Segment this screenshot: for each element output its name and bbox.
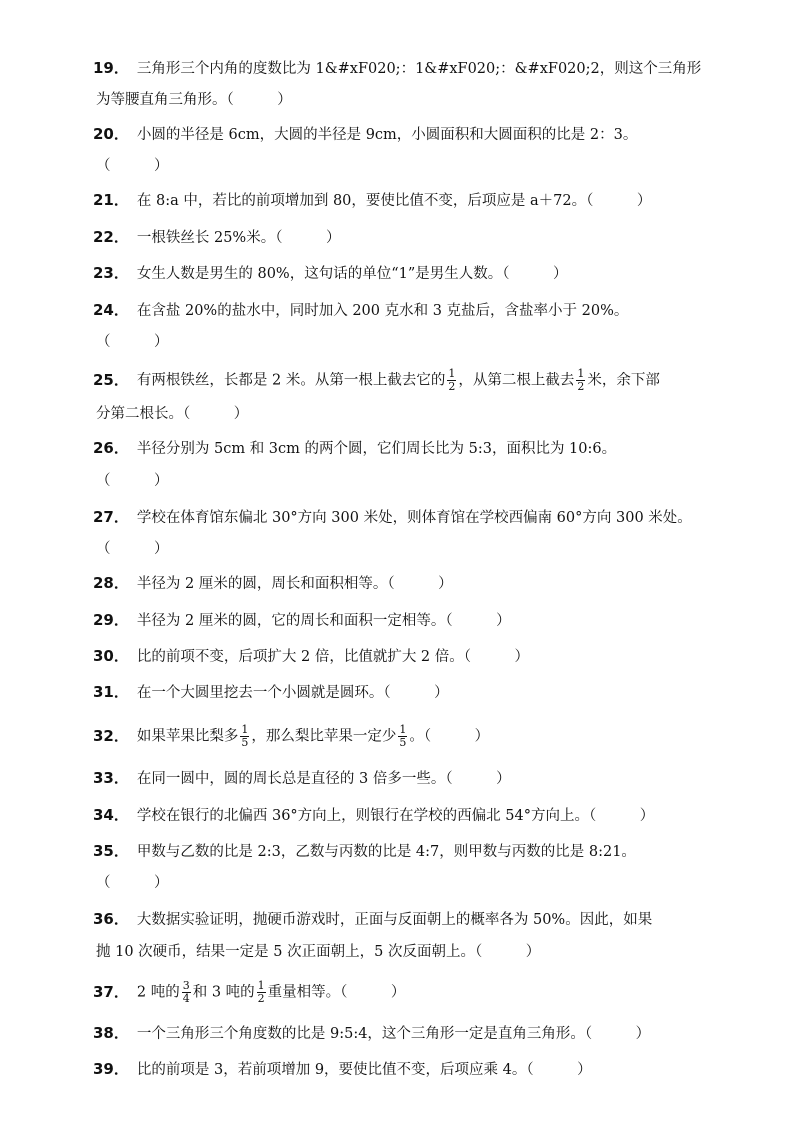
fraction-denominator: 5 xyxy=(399,736,407,749)
question-number: 21． xyxy=(93,191,129,209)
question-text: 大数据实验证明，抛硬币游戏时，正面与反面朝上的概率各为 50%。因此，如果 xyxy=(136,912,653,928)
question-text: 在一个大圆里挖去一个小圆就是圆环。（ ） xyxy=(136,685,449,701)
question-21 xyxy=(93,190,734,211)
question-text: 半径为 2 厘米的圆，周长和面积相等。（ ） xyxy=(136,576,453,592)
question-34 xyxy=(93,805,734,826)
question-text: 甲数与乙数的比是 2:3，乙数与丙数的比是 4:7，则甲数与丙数的比是 8:21。 xyxy=(136,844,636,860)
question-27-line-2 xyxy=(96,539,734,559)
fraction-numerator: 1 xyxy=(577,367,585,380)
question-24 xyxy=(93,300,734,321)
question-35 xyxy=(93,841,734,862)
question-number: 28． xyxy=(93,574,129,592)
question-22 xyxy=(93,227,734,248)
question-text: 在同一圆中，圆的周长总是直径的 3 倍多一些。（ ） xyxy=(136,771,511,787)
question-20-line-2 xyxy=(96,156,734,176)
question-text: 一个三角形三个角度数的比是 9:5:4，这个三角形一定是直角三角形。（ ） xyxy=(136,1026,651,1042)
question-number: 29． xyxy=(93,611,129,629)
fraction xyxy=(240,724,249,749)
question-23 xyxy=(93,263,734,284)
question-number: 36． xyxy=(93,910,129,928)
fraction-numerator: 1 xyxy=(399,723,407,736)
question-37 xyxy=(93,980,734,1005)
question-33 xyxy=(93,768,734,789)
question-text: ，从第二根上截去 xyxy=(458,372,575,389)
fraction xyxy=(576,368,585,393)
question-text: 分第二根长。（ ） xyxy=(96,406,249,422)
fraction-denominator: 2 xyxy=(448,380,456,393)
answer-blank: （ ） xyxy=(96,541,169,557)
answer-blank: （ ） xyxy=(96,473,169,489)
question-number: 34． xyxy=(93,806,129,824)
question-text: 三角形三个内角的度数比为 1&#xF020;：1&#xF020;：&#xF020;2，则这个三角形 xyxy=(136,61,702,77)
question-number: 27． xyxy=(93,508,129,526)
question-text: 有两根铁丝，长都是 2 米。从第一根上截去它的 xyxy=(136,372,446,389)
question-38 xyxy=(93,1023,734,1044)
question-30 xyxy=(93,646,734,667)
question-26 xyxy=(93,438,734,459)
question-number: 23． xyxy=(93,264,129,282)
question-26-line-2 xyxy=(96,471,734,491)
question-number: 26． xyxy=(93,439,129,457)
question-text: 小圆的半径是 6cm，大圆的半径是 9cm，小圆面积和大圆面积的比是 2：3。 xyxy=(136,127,638,143)
question-text: 一根铁丝长 25%米。（ ） xyxy=(136,230,341,246)
question-number: 37． xyxy=(93,982,129,1001)
question-36-line-2 xyxy=(96,942,734,962)
question-text: 。（ ） xyxy=(409,728,490,745)
answer-blank: （ ） xyxy=(96,875,169,891)
question-20 xyxy=(93,124,734,145)
question-27 xyxy=(93,507,734,528)
answer-blank: （ ） xyxy=(96,334,169,350)
fraction-denominator: 2 xyxy=(257,992,265,1005)
question-32 xyxy=(93,724,734,749)
question-24-line-2 xyxy=(96,332,734,352)
question-19 xyxy=(93,58,734,79)
question-25 xyxy=(93,368,734,393)
question-text: 为等腰直角三角形。（ ） xyxy=(96,92,292,108)
question-text: 抛 10 次硬币，结果一定是 5 次正面朝上，5 次反面朝上。（ ） xyxy=(96,944,541,960)
question-text: 和 3 吨的 xyxy=(192,984,255,1001)
fraction-denominator: 2 xyxy=(577,380,585,393)
question-36 xyxy=(93,909,734,930)
question-number: 35． xyxy=(93,842,129,860)
question-35-line-2 xyxy=(96,873,734,893)
question-31 xyxy=(93,682,734,703)
answer-blank: （ ） xyxy=(96,158,169,174)
question-number: 30． xyxy=(93,647,129,665)
question-text: 在 8:a 中，若比的前项增加到 80，要使比值不变，后项应是 a＋72。（ ） xyxy=(136,193,652,209)
question-text: 半径分别为 5cm 和 3cm 的两个圆，它们周长比为 5:3，面积比为 10:6。 xyxy=(136,441,617,457)
question-text: 比的前项是 3，若前项增加 9，要使比值不变，后项应乘 4。（ ） xyxy=(136,1062,592,1078)
fraction-numerator: 1 xyxy=(448,367,456,380)
question-text: 在含盐 20%的盐水中，同时加入 200 克水和 3 克盐后，含盐率小于 20%。 xyxy=(136,303,629,319)
question-number: 20． xyxy=(93,125,129,143)
question-25-line-2 xyxy=(96,404,734,424)
fraction-numerator: 3 xyxy=(182,979,190,992)
question-number: 19． xyxy=(93,59,129,77)
question-number: 22． xyxy=(93,228,129,246)
question-text: 米，余下部 xyxy=(587,372,660,389)
question-text: ，那么梨比苹果一定少 xyxy=(251,728,397,745)
fraction-denominator: 5 xyxy=(241,736,249,749)
question-number: 32． xyxy=(93,726,129,745)
question-19-line-2 xyxy=(96,90,734,110)
fraction-denominator: 4 xyxy=(182,992,190,1005)
fraction-numerator: 1 xyxy=(241,723,249,736)
question-29 xyxy=(93,610,734,631)
question-text: 比的前项不变，后项扩大 2 倍，比值就扩大 2 倍。（ ） xyxy=(136,649,530,665)
question-number: 38． xyxy=(93,1024,129,1042)
question-text: 重量相等。（ ） xyxy=(267,984,406,1001)
question-text: 如果苹果比梨多 xyxy=(136,728,239,745)
question-text: 女生人数是男生的 80%，这句话的单位“1”是男生人数。（ ） xyxy=(136,266,568,282)
question-text: 2 吨的 xyxy=(136,984,180,1001)
question-number: 33． xyxy=(93,769,129,787)
fraction xyxy=(398,724,407,749)
question-text: 学校在银行的北偏西 36°方向上，则银行在学校的西偏北 54°方向上。（ ） xyxy=(136,808,655,824)
question-number: 39． xyxy=(93,1060,129,1078)
fraction xyxy=(182,980,191,1005)
question-number: 25． xyxy=(93,370,129,389)
question-number: 31． xyxy=(93,683,129,701)
fraction-numerator: 1 xyxy=(257,979,265,992)
question-text: 学校在体育馆东偏北 30°方向 300 米处，则体育馆在学校西偏南 60°方向 300 米处。 xyxy=(136,510,692,526)
question-number: 24． xyxy=(93,301,129,319)
fraction xyxy=(257,980,266,1005)
question-text: 半径为 2 厘米的圆，它的周长和面积一定相等。（ ） xyxy=(136,613,511,629)
fraction xyxy=(447,368,456,393)
question-39 xyxy=(93,1059,734,1080)
question-28 xyxy=(93,573,734,594)
